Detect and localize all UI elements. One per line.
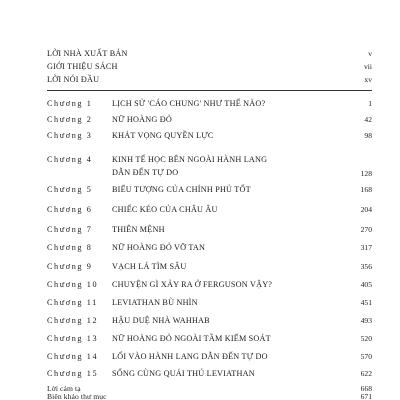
chapter-title: LEVIATHAN BÙ NHÌN bbox=[112, 298, 198, 307]
toc-entry-page: vii bbox=[363, 62, 372, 71]
toc-entry-title: LỜI NÓI ĐẦU bbox=[47, 75, 100, 84]
toc-entry-title: LỜI NHÀ XUẤT BẢN bbox=[47, 49, 128, 58]
toc-entry-page: v bbox=[368, 49, 372, 58]
chapter-label: Chương 2 bbox=[47, 115, 93, 124]
toc-entry-title: Biên khảo thư mục bbox=[47, 392, 107, 400]
chapter-page: 493 bbox=[360, 316, 372, 325]
chapter-label: Chương 3 bbox=[47, 131, 93, 140]
toc-entry-title: Lời cảm tạ bbox=[47, 384, 81, 393]
toc-entry-title: GIỚI THIỆU SÁCH bbox=[47, 62, 118, 71]
chapter-page: 98 bbox=[364, 131, 372, 140]
chapter-label: Chương 13 bbox=[47, 334, 99, 343]
chapter-title: LỊCH SỬ 'CÁO CHUNG' NHƯ THẾ NÀO? bbox=[112, 99, 266, 108]
chapter-label: Chương 8 bbox=[47, 243, 93, 252]
toc-entry-page: 668 bbox=[360, 384, 372, 393]
chapter-label: Chương 12 bbox=[47, 316, 99, 325]
chapter-label: Chương 15 bbox=[47, 369, 99, 378]
chapter-page: 204 bbox=[360, 205, 372, 214]
chapter-page: 451 bbox=[360, 298, 372, 307]
chapter-page: 570 bbox=[360, 352, 372, 361]
chapter-page: 128 bbox=[360, 169, 372, 178]
chapter-page: 168 bbox=[360, 185, 372, 194]
chapter-label: Chương 6 bbox=[47, 205, 93, 214]
chapter-label: Chương 5 bbox=[47, 185, 93, 194]
toc-entry-page: 671 bbox=[360, 392, 372, 400]
chapter-label: Chương 1 bbox=[47, 99, 93, 108]
chapter-label: Chương 14 bbox=[47, 352, 99, 361]
chapter-title: SỐNG CÙNG QUÁI THÚ LEVIATHAN bbox=[112, 369, 255, 378]
chapter-page: 270 bbox=[360, 225, 372, 234]
chapter-page: 356 bbox=[360, 262, 372, 271]
chapter-page: 1 bbox=[368, 99, 372, 108]
chapter-label: Chương 4 bbox=[47, 155, 93, 164]
chapter-title: NỮ HOÀNG ĐỎ NGOÀI TẦM KIỂM SOÁT bbox=[112, 334, 271, 343]
chapter-label: Chương 9 bbox=[47, 262, 93, 271]
chapter-page: 317 bbox=[360, 243, 372, 252]
chapter-label: Chương 10 bbox=[47, 280, 99, 289]
chapter-title: LỐI VÀO HÀNH LANG DẪN ĐẾN TỰ DO bbox=[112, 352, 268, 361]
chapter-title: CHIẾC KÉO CỦA CHÂU ÂU bbox=[112, 205, 218, 214]
chapter-title: KINH TẾ HỌC BÊN NGOÀI HÀNH LANG bbox=[112, 155, 268, 164]
chapter-title: NỮ HOÀNG ĐỎ bbox=[112, 115, 172, 124]
chapter-page: 622 bbox=[360, 369, 372, 378]
chapter-title: NỮ HOÀNG ĐỎ VỠ TAN bbox=[112, 243, 206, 252]
chapter-title: THIÊN MỆNH bbox=[112, 225, 165, 234]
chapter-label: Chương 11 bbox=[47, 298, 98, 307]
chapter-page: 520 bbox=[360, 334, 372, 343]
chapter-label: Chương 7 bbox=[47, 225, 93, 234]
chapter-title: BIỂU TƯỢNG CỦA CHÍNH PHỦ TỐT bbox=[112, 185, 251, 194]
toc-entry-page: xv bbox=[364, 75, 372, 84]
section-divider bbox=[47, 90, 372, 91]
chapter-title: KHÁT VỌNG QUYỀN LỰC bbox=[112, 131, 214, 140]
chapter-title-line2: DẪN ĐẾN TỰ DO bbox=[112, 168, 179, 177]
chapter-page: 42 bbox=[364, 115, 372, 124]
chapter-title: VẠCH LÁ TÌM SÂU bbox=[112, 262, 187, 271]
chapter-page: 405 bbox=[360, 280, 372, 289]
chapter-title: HẬU DUỆ NHÀ WAHHAB bbox=[112, 316, 210, 325]
chapter-title: CHUYỆN GÌ XẢY RA Ở FERGUSON VẬY? bbox=[112, 280, 273, 289]
